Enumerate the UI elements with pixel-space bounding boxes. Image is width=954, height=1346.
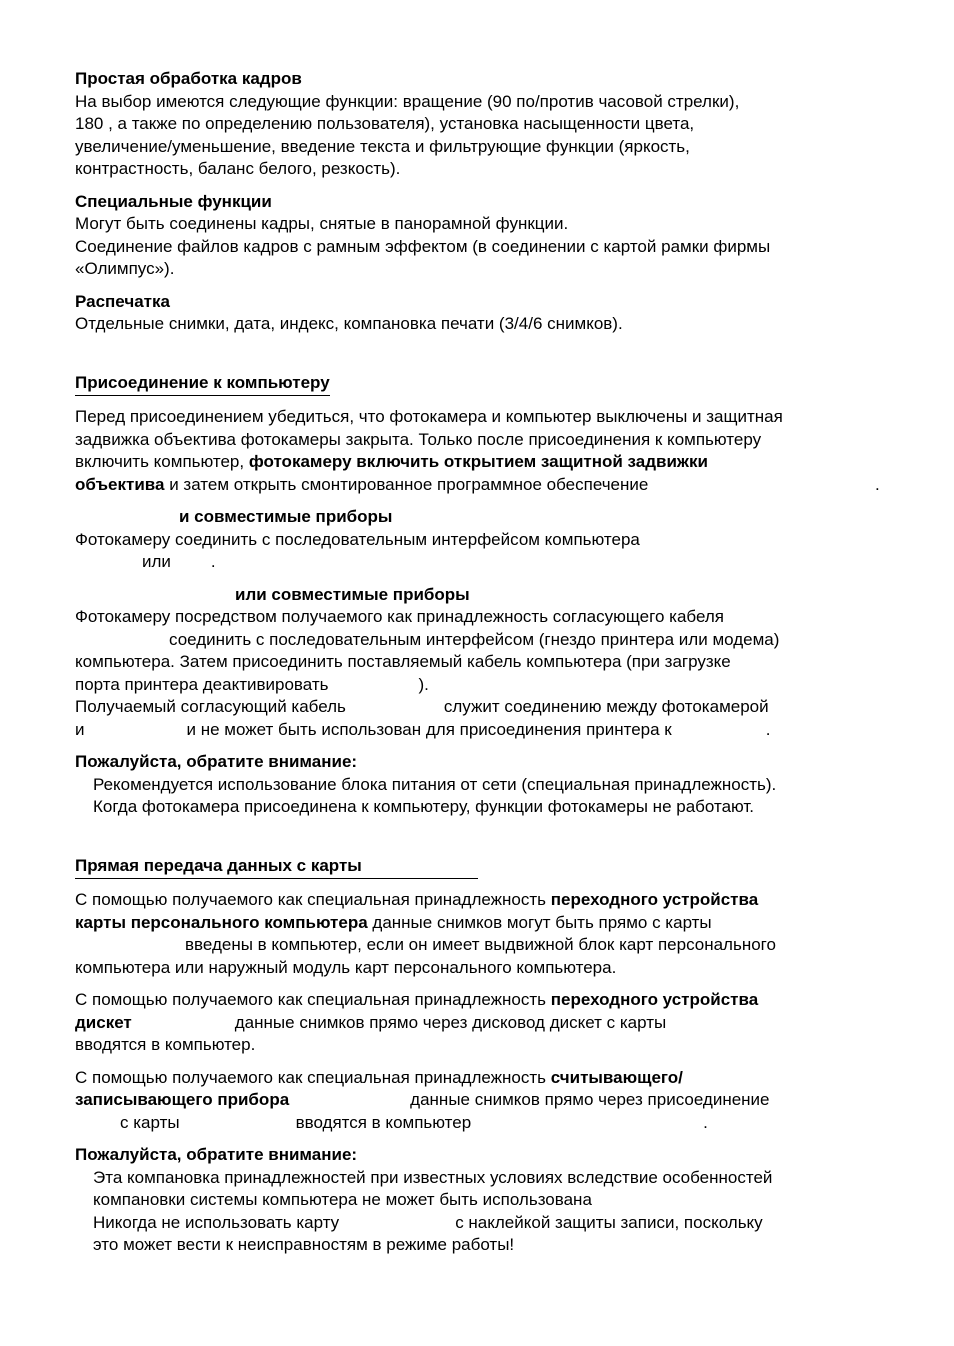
section-title-computer-connection: Присоединение к компьютеру bbox=[75, 372, 330, 397]
text-line: введены в компьютер, если он имеет выдвижной блок карт персонального bbox=[185, 935, 776, 954]
text-line: Соединение файлов кадров с рамным эффектом (в соединении с картой рамки фирмы bbox=[75, 236, 771, 256]
note-item: Рекомендуется использование блока питания от сети (специальная принадлежность). bbox=[93, 774, 777, 794]
text-line: задвижка объектива фотокамеры закрыта. Только после присоединения к компьютеру bbox=[75, 429, 762, 449]
subheading-compatible-devices-2: или совместимые приборы bbox=[235, 584, 470, 604]
section-title-direct-transfer: Прямая передача данных с карты bbox=[75, 855, 478, 880]
text-line: контрастность, баланс белого, резкость). bbox=[75, 159, 401, 178]
heading-special-functions: Специальные функции bbox=[75, 191, 272, 211]
text-line: компьютера или наружный модуль карт персонального компьютера. bbox=[75, 957, 617, 977]
note-item: это может вести к неисправностям в режиме работы! bbox=[93, 1235, 515, 1254]
text-line: вводятся в компьютер. bbox=[75, 1035, 256, 1054]
note-item: компановки системы компьютера не может быть использована bbox=[93, 1190, 592, 1209]
text-line: компьютера. Затем присоединить поставляемый кабель компьютера (при загрузке bbox=[75, 652, 731, 671]
text-line: с карты вводятся в компьютер . bbox=[120, 1112, 708, 1132]
note-item: Эта компановка принадлежностей при известных условиях вследствие особенностей bbox=[93, 1167, 773, 1187]
heading-printing: Распечатка bbox=[75, 291, 170, 311]
text-line: Отдельные снимки, дата, индекс, компановка печати (3/4/6 снимков). bbox=[75, 314, 623, 333]
text-line: С помощью получаемого как специальная принадлежность переходного устройства bbox=[75, 890, 759, 909]
text-line: С помощью получаемого как специальная принадлежность переходного устройства bbox=[75, 990, 759, 1009]
document-page bbox=[75, 68, 890, 1257]
text-line: включить компьютер, фотокамеру включить открытием защитной задвижки bbox=[75, 452, 708, 471]
note-item: Никогда не использовать карту с наклейкой защиты записи, поскольку bbox=[93, 1212, 763, 1232]
text-line: Получаемый согласующий кабель служит соединению между фотокамерой bbox=[75, 697, 769, 716]
text-line: Могут быть соединены кадры, снятые в панорамной функции. bbox=[75, 214, 569, 233]
text-line: Фотокамеру посредством получаемого как принадлежность согласующего кабеля bbox=[75, 607, 724, 626]
text-line: 180 , а также по определению пользователя), установка насыщенности цвета, bbox=[75, 114, 695, 133]
note-item: Когда фотокамера присоединена к компьютеру, функции фотокамеры не работают. bbox=[93, 797, 755, 816]
text-line: увеличение/уменьшение, введение текста и фильтрующие функции (яркость, bbox=[75, 136, 690, 156]
heading-simple-processing: Простая обработка кадров bbox=[75, 69, 302, 88]
text-line: Фотокамеру соединить с последовательным интерфейсом компьютера bbox=[75, 529, 640, 549]
text-line: «Олимпус»). bbox=[75, 259, 175, 278]
text-line: записывающего прибора данные снимков прямо через присоединение bbox=[75, 1090, 770, 1109]
subheading-compatible-devices-1: и совместимые приборы bbox=[179, 507, 393, 526]
text-line: порта принтера деактивировать ). bbox=[75, 674, 429, 694]
text-line: С помощью получаемого как специальная принадлежность считывающего/ bbox=[75, 1067, 683, 1087]
note-heading-2: Пожалуйста, обратите внимание: bbox=[75, 1145, 358, 1164]
text-line: или . bbox=[142, 552, 216, 571]
text-line: На выбор имеются следующие функции: вращение (90 по/против часовой стрелки), bbox=[75, 91, 740, 111]
text-line: объектива и затем открыть смонтированное программное обеспечение . bbox=[75, 474, 880, 494]
text-line: дискет данные снимков прямо через дисковод дискет с карты bbox=[75, 1012, 667, 1032]
text-line: и и не может быть использован для присоединения принтера к . bbox=[75, 719, 771, 739]
text-line: карты персонального компьютера данные снимков могут быть прямо с карты bbox=[75, 912, 712, 932]
note-heading-1: Пожалуйста, обратите внимание: bbox=[75, 752, 358, 771]
text-line: Перед присоединением убедиться, что фотокамера и компьютер выключены и защитная bbox=[75, 407, 783, 426]
text-line: соединить с последовательным интерфейсом (гнездо принтера или модема) bbox=[169, 629, 780, 649]
